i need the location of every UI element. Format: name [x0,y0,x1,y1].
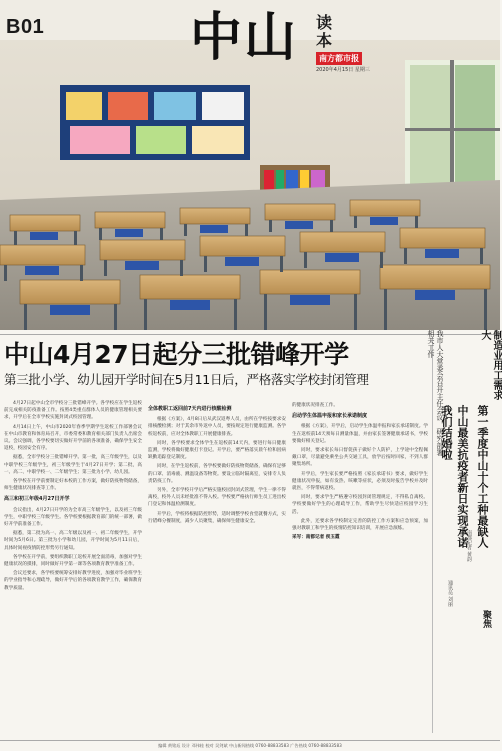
paragraph: 4月27日起中山全市学校分三批错峰开学。各学校应在学生返校前完成相关防疫准备工作。按照4类重点群体人员的健康管理相关要求，开学后在全市学校实施封闭式校园管理。 [4,401,142,421]
sidebar-headline-c: 我们结婚啦 [440,405,453,460]
article-subhead: 第三批小学、幼儿园开学时间在5月11日后，严格落实学校封闭管理 [4,372,369,387]
sidebar-headline-d: 中山最美抗疫者新日实现承诺 [456,405,469,548]
section-heading: 启动学生体温申报和家长承诺制度 [292,413,368,420]
section-heading: 全体教职工返回前7天内进行核酸检测 [148,406,232,412]
article-column-2 [148,402,286,527]
sidebar-tag: 聚焦 [481,610,491,628]
sidebar-author-b: 通讯员 刘丽 [447,580,453,607]
sidebar-headline-a: 制造业用工需求大 [479,330,502,400]
section-heading: 高三和初三年级4月27日开学 [4,496,70,503]
masthead-subtitle: 读本 [316,13,333,50]
article-column-3 [292,402,428,543]
paragraph: 开学后，学生家长要严格按照《家长承诺书》要求，做好学生健康状况申报，如有发热、咳嗽等症状，必须及时报告学校并及时就医，不得带病返校。 [292,471,428,492]
paragraph: 各学校在开学前要制定好本校的工作方案，做好防疫物资储备，师生健康状况排查等工作。 [4,479,142,492]
paragraph: 此外，还要求各学校制定完善的防控工作方案和应急预案，加强对教职工和学生的疫情防控知识培训，开展应急演练。 [292,518,428,532]
paragraph: 同时，要求家长每日督促孩子做好个人防护，上学途中全程佩戴口罩，尽量避免乘坐公共交通工具，放学后按时回家，不到人群聚集场所。 [292,448,428,468]
paragraph: 根据《方案》，开学后，启动学生体温申报和家长承诺制度。学生在返校前14天须每日测量体温，并由家长签署健康承诺书，学校要做好相关登记。 [292,424,428,444]
paragraph: 开学后，学校将根据防控形势，适时调整学校食堂就餐方式，实行错峰分餐制度，减少人员聚集，确保师生健康安全。 [148,511,286,524]
article-column-1 [4,400,142,594]
masthead [0,0,500,80]
paragraph: 据悉，全市学校分三批错峰开学。第一批，高三年级学生，以及中职学校三年级学生，初三年级学生于4月27日开学；第二批，高一、高二、中职学校一、二年级学生；第三批为小学、幼儿园。 [4,455,142,475]
page-number: B01 [6,16,45,38]
page-footer: 编辑 黄铭珏 设计 邓伟桂 校对 吴剑斌 中山新闻热线 0760-88833583 广告热线 0760-88833583 [0,740,500,750]
paragraph: 同时，要求学生严格遵守校园封闭管理规定，不得私自离校。学校要做好学生的心理疏导工作，帮助学生尽快适应校园学习生活。 [292,495,428,515]
paragraph: 各学校在开学前，要组织教职工返校开展全面消毒，加强对学生健康状况的摸排，同时做好开学第一课等各项教育教学准备工作。 [4,554,142,568]
paragraph: 的健康状况排查工作。 [292,403,338,408]
masthead-logo: 中山 [190,7,299,68]
paragraph: 同时，各学校要求全体学生在返校前14天内，要进行每日健康监测，学校将做好健康打卡登记。开学后，要严格落实晨午检和因病缺勤追踪登记制度。 [148,440,286,461]
brand-tag: 南方都市报 [316,52,362,65]
sidebar-top-lines: 我市人大常委会召开主任会议，研究部署相关工作 [427,330,444,456]
sidebar-headline-b: 第一季度中山十个工种最缺人 [476,405,489,548]
paragraph: 据悉，第二批为高一、高二年级以及初一、初二年级学生，开学时间为5月6日。第三批为小学和幼儿园，开学时间为5月11日后，具体时间视疫情防控形势另行通知。 [4,531,142,551]
paragraph: 会议指出，4月27日开学的为全市高三年级学生，以及初三年级学生，中职学校三年级学生。各学校要根据教育部门的统一部署，做好开学前准备工作。 [4,507,142,528]
byline: 采写：南都记者 侯玉霞 [292,535,340,541]
section-rule [0,334,500,335]
paragraph: 另外，全市学校开学后严格实施校园封闭式管理，学生一律不得离校，校外人员未经批准不得入校。学校要严格执行师生员工进出校门登记和体温检测制度。 [148,488,286,508]
sidebar-author-a: 南都记者 黄韵 [466,530,472,562]
paragraph: 根据《方案》，4月8日后从武汉返粤人员，由所在学校按要求安排核酸检测；对于其余市外返中人员，要按规定进行健康监测。各学校返校前，应对全体教职工开展健康排查。 [148,417,286,437]
article-headline: 中山4月27日起分三批错峰开学 [4,340,349,369]
issue-date: 2020年4月15日 星期三 [316,67,370,73]
paragraph: 4月14日上午，中山市2020年春季学期学生返校工作部署会议在中山市教育和体育局召开，市委常委和教育相关部门负责人出席会议。会议强调，各学校要切实做好开学前的各项准备，确保学生安全返校，校园安全有序。 [4,424,142,452]
paragraph: 会议还要求，各学校要统筹安排好教学进度，加强对毕业班学生的学业指导和心理疏导，做好开学后的各项教育教学工作，确保教育教学质量。 [4,571,142,591]
paragraph: 同时，在学生返校前，各学校要做好防疫物资储备，确保有足够的口罩、消毒液、测温设备等物资。要设立临时隔离室，安排专人负责防疫工作。 [148,464,286,484]
